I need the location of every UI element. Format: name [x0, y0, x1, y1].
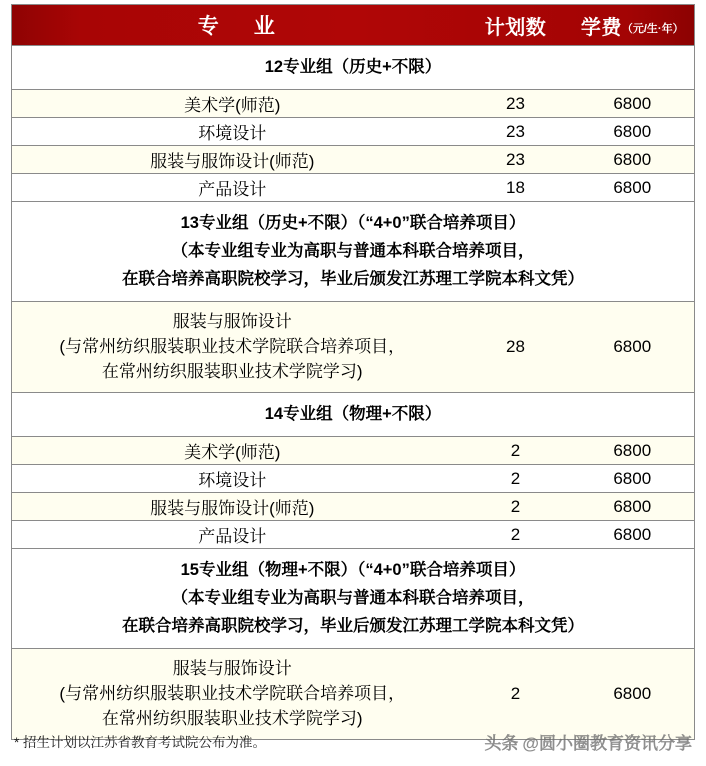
- cell-major: 环境设计: [12, 465, 461, 493]
- cell-major: 产品设计: [12, 174, 461, 202]
- cell-major: [12, 649, 461, 740]
- watermark: [484, 729, 692, 754]
- admissions-plan-table: [11, 4, 695, 740]
- group-header-cell: [12, 202, 695, 302]
- table-row: [12, 302, 695, 393]
- cell-count: 28: [461, 302, 571, 393]
- column-header-count: 计划数: [484, 16, 547, 39]
- cell-count: 2: [461, 521, 571, 549]
- group-header-cell: [12, 549, 695, 649]
- cell-count: 18: [461, 174, 571, 202]
- group-header-cell: [12, 46, 695, 90]
- table-row: [12, 437, 695, 465]
- group-header-line: （本专业组专业为高职与普通本科联合培养项目，: [171, 242, 535, 260]
- group-header-cell: [12, 393, 695, 437]
- group-header-row: [12, 549, 695, 649]
- column-header-fee-label: 学费: [580, 16, 622, 39]
- column-header-major: 专 业: [197, 15, 282, 38]
- group-header-line: 15专业组（物理+不限）（“4+0”联合培养项目）: [180, 561, 526, 579]
- column-header-fee-unit: （元/生·年）: [621, 22, 684, 35]
- cell-fee: 6800: [571, 118, 695, 146]
- group-header-line: 14专业组（物理+不限）: [264, 405, 442, 423]
- admissions-plan-table-wrapper: [11, 4, 694, 740]
- cell-major: 产品设计: [12, 521, 461, 549]
- group-header-line: 13专业组（历史+不限）（“4+0”联合培养项目）: [180, 214, 526, 232]
- cell-count: 23: [461, 118, 571, 146]
- group-header-row: [12, 393, 695, 437]
- cell-major: 美术学(师范): [12, 90, 461, 118]
- group-header-line: 12专业组（历史+不限）: [264, 58, 442, 76]
- watermark-brand: 头条: [484, 734, 519, 753]
- cell-fee: 6800: [571, 437, 695, 465]
- group-header-row: [12, 46, 695, 90]
- watermark-account: @圆小圈教育资讯分享: [522, 734, 692, 753]
- table-row: [12, 174, 695, 202]
- cell-count: 2: [461, 649, 571, 740]
- cell-major: 美术学(师范): [12, 437, 461, 465]
- group-header-line: 在联合培养高职院校学习，毕业后颁发江苏理工学院本科文凭）: [122, 617, 584, 635]
- cell-count: 2: [461, 493, 571, 521]
- cell-major-line: 在常州纺织服装职业技术学院学习): [101, 709, 363, 728]
- cell-count: 23: [461, 146, 571, 174]
- cell-fee: 6800: [571, 521, 695, 549]
- table-body: [12, 46, 695, 740]
- cell-major: [12, 302, 461, 393]
- cell-fee: 6800: [571, 649, 695, 740]
- group-header-line: 在联合培养高职院校学习，毕业后颁发江苏理工学院本科文凭）: [122, 270, 584, 288]
- table-header: [12, 5, 695, 46]
- cell-major-line: (与常州纺织服装职业技术学院联合培养项目，: [59, 684, 406, 703]
- table-row: [12, 465, 695, 493]
- cell-count: 23: [461, 90, 571, 118]
- cell-fee: 6800: [571, 465, 695, 493]
- cell-count: 2: [461, 465, 571, 493]
- cell-major-line: 服装与服饰设计: [172, 312, 292, 331]
- group-header-line: （本专业组专业为高职与普通本科联合培养项目，: [171, 589, 535, 607]
- cell-major-line: 在常州纺织服装职业技术学院学习): [101, 362, 363, 381]
- group-header-row: [12, 202, 695, 302]
- cell-count: 2: [461, 437, 571, 465]
- cell-fee: 6800: [571, 90, 695, 118]
- table-row: [12, 146, 695, 174]
- cell-major-line: (与常州纺织服装职业技术学院联合培养项目，: [59, 337, 406, 356]
- table-header-row: [12, 5, 695, 46]
- cell-major: 服装与服饰设计(师范): [12, 493, 461, 521]
- table-row: [12, 521, 695, 549]
- table-row: [12, 649, 695, 740]
- cell-major-line: 服装与服饰设计: [172, 659, 292, 678]
- cell-fee: 6800: [571, 493, 695, 521]
- table-row: [12, 90, 695, 118]
- cell-fee: 6800: [571, 174, 695, 202]
- table-row: [12, 118, 695, 146]
- cell-fee: 6800: [571, 302, 695, 393]
- cell-major: 服装与服饰设计(师范): [12, 146, 461, 174]
- cell-major: 环境设计: [12, 118, 461, 146]
- footnote-text: * 招生计划以江苏省教育考试院公布为准。: [14, 735, 267, 750]
- table-row: [12, 493, 695, 521]
- cell-fee: 6800: [571, 146, 695, 174]
- column-header-fee: [571, 5, 695, 46]
